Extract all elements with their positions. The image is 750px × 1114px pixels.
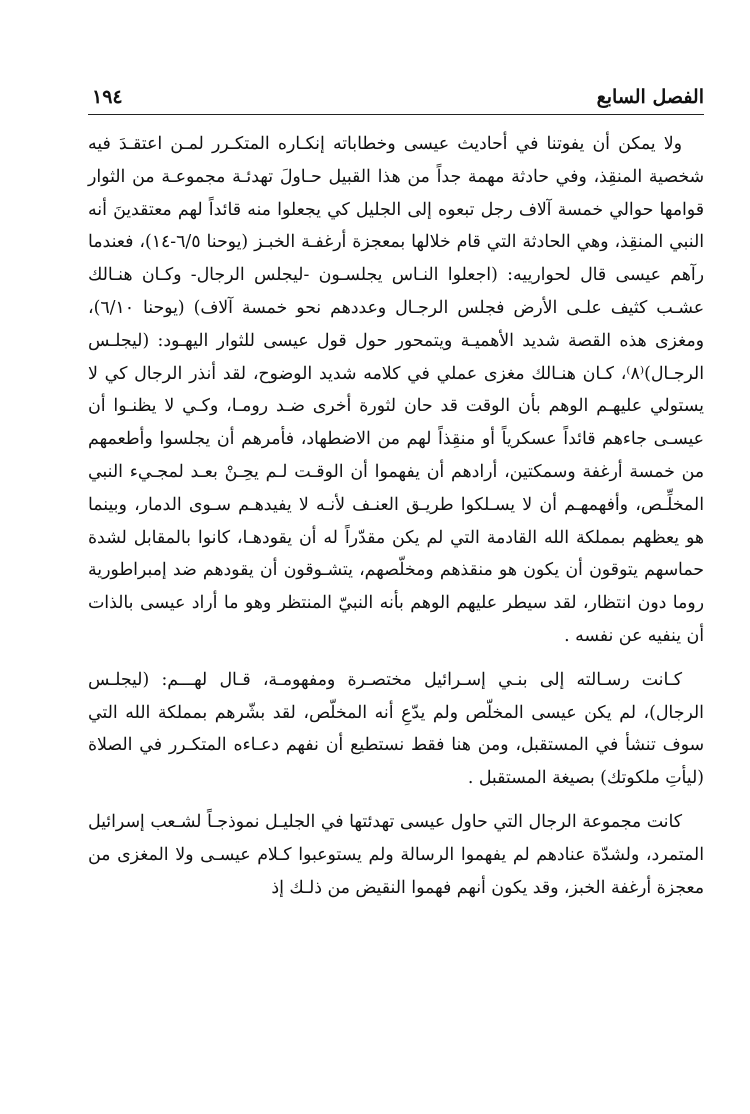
paragraph: كـانت رسـالته إلى بنـي إسـرائيل مختصـرة ومفهومـة، قـال لهـــم: (ليجلـس الرجال)، لم يكن عيسى المخلّص ولم يدّعِ أنه المخلّص، لقد بشّرهم بمملكة الله التي سوف تنشأ في المستقبل، ومن هنا فقط نستطيع أن نفهم دعـاءه المتكـرر في الصلاة (ليأتِ ملكوتك) بصيغة المستقبل . <box>88 669 704 789</box>
paragraph: كانت مجموعة الرجال التي حاول عيسى تهدئتها في الجليـل نموذجـاً لشـعب إسرائيل المتمرد، ولشدّة عنادهم لم يفهموا الرسالة ولم يستوعبوا كـلام عيسـى ولا المغزى من معجزة أرغفة الخبز، وقد يكون أنهم فهموا النقيض من ذلـك إذ <box>88 811 704 898</box>
body-text <box>88 128 704 904</box>
header-divider <box>88 114 704 115</box>
book-page <box>88 80 704 915</box>
page-number: ١٩٤ <box>92 86 123 108</box>
page-header <box>88 80 704 114</box>
chapter-title: الفصل السابع <box>596 86 704 108</box>
paragraph: ولا يمكن أن يفوتنا في أحاديث عيسى وخطاباته إنكـاره المتكـرر لمـن اعتقـدَ فيه شخصية المنقِذ، وفي حادثة مهمة جداً من هذا القبيل حـاولَ تهدئـة مجموعـة من الثوار قوامها حوالي خمسة آلاف رجل تبعوه إلى الجليل كي يجعلوا منه قائداً لهم معتقدينَ أنه النبي المنقِذ، وهي الحادثة التي قام خلالها بمعجزة أرغفـة الخبـز (يوحنا ٦/٥-١٤)، فعندما رآهم عيسى قال لحوارييه: (اجعلوا النـاس يجلسـون -ليجلس الرجال- وكـان هنـالك عشـب كثيف علـى الأرض فجلس الرجـال وعددهم نحو خمسة آلاف) (يوحنا ٦/١٠)، ومغزى هذه القصة شديد الأهميـة ويتمحور حول قول عيسى للثوار اليهـود: (ليجلـس الرجـال)⁽٨⁾، كـان هنـالك مغزى عملي في كلامه شديد الوضوح، لقد أنذر الرجال كي لا يستولي عليهـم الوهم بأن الوقت قد حان لثورة أخرى ضـد رومـا، وكـي لا يظنـوا أن عيسـى جاءهم قائداً عسكرياً أو منقِذاً لهم من الاضطهاد، فأمرهم أن يجلسوا وأطعمهم من خمسة أرغفة وسمكتين، أرادهم أن يفهموا أن الوقـت لـم يحِـنْ بعـد لمجـيء النبي المخلِّـص، وأفهمهـم أن لا يسـلكوا طريـق العنـف لأنـه لا يفيدهـم سـوى الدمار، وبينما هو يعظهم بمملكة الله القادمة التي لم يكن مقدّراً له أن يقودهـا، كانوا بالمقابل لشدة حماسهم يتوقون أن يكون هو منقذهم ومخلّصهم، يتشـوقون أن يقودهم ضد إمبراطورية روما دون انتظار، لقد سيطر عليهم الوهم بأنه النبيّ المنتظر وهو ما أراد عيسى بالذات أن ينفيه عن نفسه . <box>88 134 705 646</box>
